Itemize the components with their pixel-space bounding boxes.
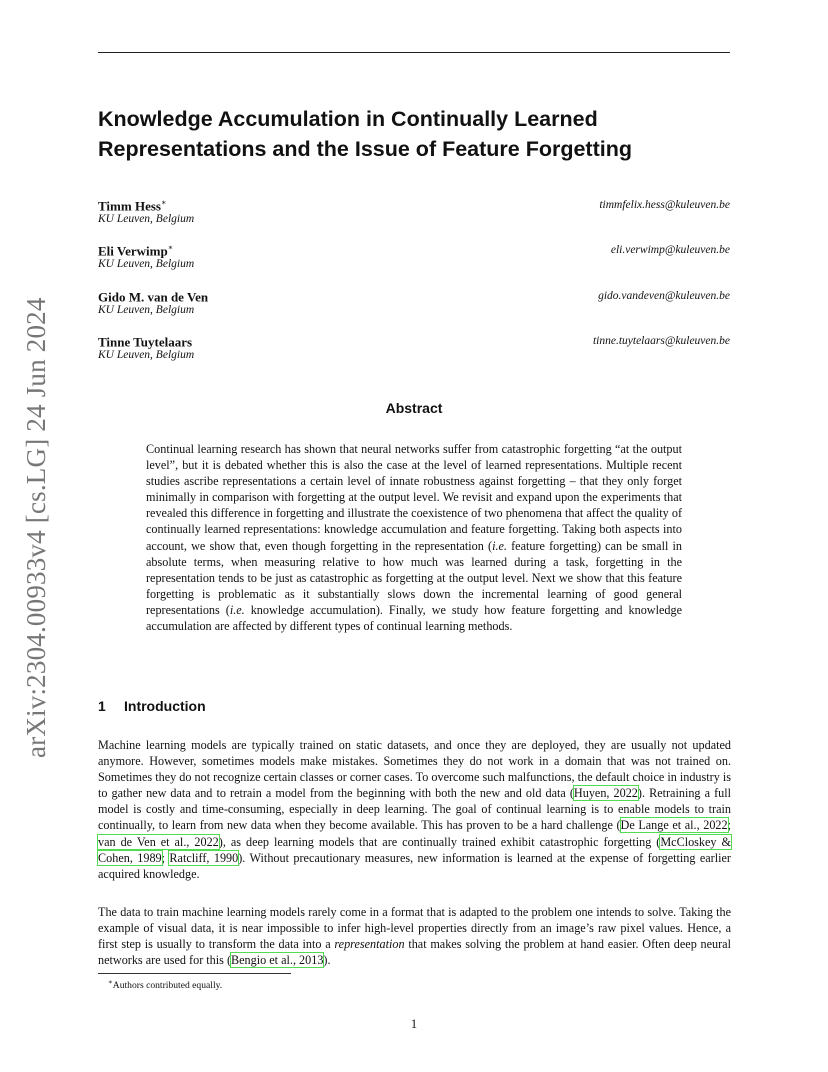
abstract-heading: Abstract [385, 400, 443, 416]
intro-paragraph-2: The data to train machine learning models rarely come in a format that is adapted to the problem one intends to solve. Taking the example of visual data, it is near impossible to infer high-level properties directly from an image’s raw pixel values. Hence, a first step is usually to transform the data into a representation that makes solving the problem at hand easier. Often deep neural networks are used for this (Bengio et al., 2013). [98, 905, 731, 968]
citation-link[interactable]: Bengio et al., 2013 [231, 953, 324, 968]
arxiv-identifier: arXiv:2304.00933v4 [cs.LG] 24 Jun 2024 [21, 297, 51, 758]
section-title: Introduction [124, 698, 206, 714]
section-number: 1 [98, 698, 106, 714]
citation-link[interactable]: De Lange et al., 2022 [620, 818, 728, 833]
abstract-text: Continual learning research has shown that neural networks suffer from catastrophic forgetting “at the output level”, but it is debated whether this is also the case at the level of learned representations. Multiple recent studies ascribe representations a certain level of innate robustness against forgetting – that they only forget minimally in comparison with forgetting at the output level. We revisit and expand upon the experiments that revealed this difference in forgetting and illustrate the coexistence of two phenomena that affect the quality of continually learned representations: knowledge accumulation and feature forgetting. Taking both aspects into account, we show that, even though forgetting in the representation (i.e. feature forgetting) can be small in absolute terms, when measuring relative to how much was learned during a task, forgetting in the representation tends to be just as catastrophic as forgetting at the output level. Next we show that this feature forgetting is problematic as it substantially slows down the incremental learning of good general representations (i.e. knowledge accumulation). Finally, we study how feature forgetting and knowledge accumulation are affected by different types of continual learning methods. [146, 442, 682, 634]
author-affiliation: KU Leuven, Belgium [98, 213, 195, 225]
author-block [98, 334, 730, 368]
intro-paragraph-1: Machine learning models are typically trained on static datasets, and once they are deployed, they are usually not updated anymore. However, sometimes models make mistakes. Sometimes they do not work in a domain that was not trained on. Sometimes they do not recognize certain classes or corner cases. To overcome such malfunctions, the default choice in industry is to gather new data and to retrain a model from the beginning with both the new and old data (Huyen, 2022). Retraining a full model is costly and time-consuming, especially in deep learning. The goal of continual learning is to enable models to train continually, to learn from new data when they become available. This has proven to be a hard challenge (De Lange et al., 2022; van de Ven et al., 2022), as deep learning models that are continually trained exhibit catastrophic forgetting (McCloskey & Cohen, 1989; Ratcliff, 1990). Without precautionary measures, new information is learned at the expense of forgetting earlier acquired knowledge. [98, 738, 731, 881]
author-block [98, 289, 730, 323]
footnote-mark: ∗ [108, 978, 113, 986]
author-name: Eli Verwimp∗ [98, 243, 174, 259]
page-number: 1 [410, 1017, 418, 1031]
author-affiliation: KU Leuven, Belgium [98, 349, 195, 361]
section-heading [98, 698, 206, 714]
citation-link[interactable]: Huyen, 2022 [573, 786, 638, 801]
author-mark: ∗ [167, 243, 174, 252]
author-email: timmfelix.hess@kuleuven.be [599, 199, 730, 211]
author-affiliation: KU Leuven, Belgium [98, 258, 195, 270]
author-mark: ∗ [160, 198, 167, 207]
paper-title: Knowledge Accumulation in Continually Learned Representations and the Issue of Feature Forgetting [98, 107, 632, 161]
author-name: Tinne Tuytelaars [98, 334, 193, 350]
footnote: ∗Authors contributed equally. [108, 978, 223, 992]
author-email: tinne.tuytelaars@kuleuven.be [592, 335, 730, 347]
author-name: Timm Hess∗ [98, 198, 167, 214]
author-email: eli.verwimp@kuleuven.be [610, 244, 730, 256]
citation-link[interactable]: van de Ven et al., 2022 [98, 834, 219, 849]
author-name: Gido M. van de Ven [98, 289, 209, 305]
author-email: gido.vandeven@kuleuven.be [598, 290, 730, 302]
citation-link[interactable]: Ratcliff, 1990 [169, 850, 239, 865]
top-rule [98, 52, 730, 53]
author-block [98, 243, 730, 277]
footnote-rule [98, 973, 291, 974]
author-block [98, 198, 730, 232]
author-affiliation: KU Leuven, Belgium [98, 304, 195, 316]
citation-link[interactable]: McCloskey & Cohen, 1989 [98, 834, 731, 865]
